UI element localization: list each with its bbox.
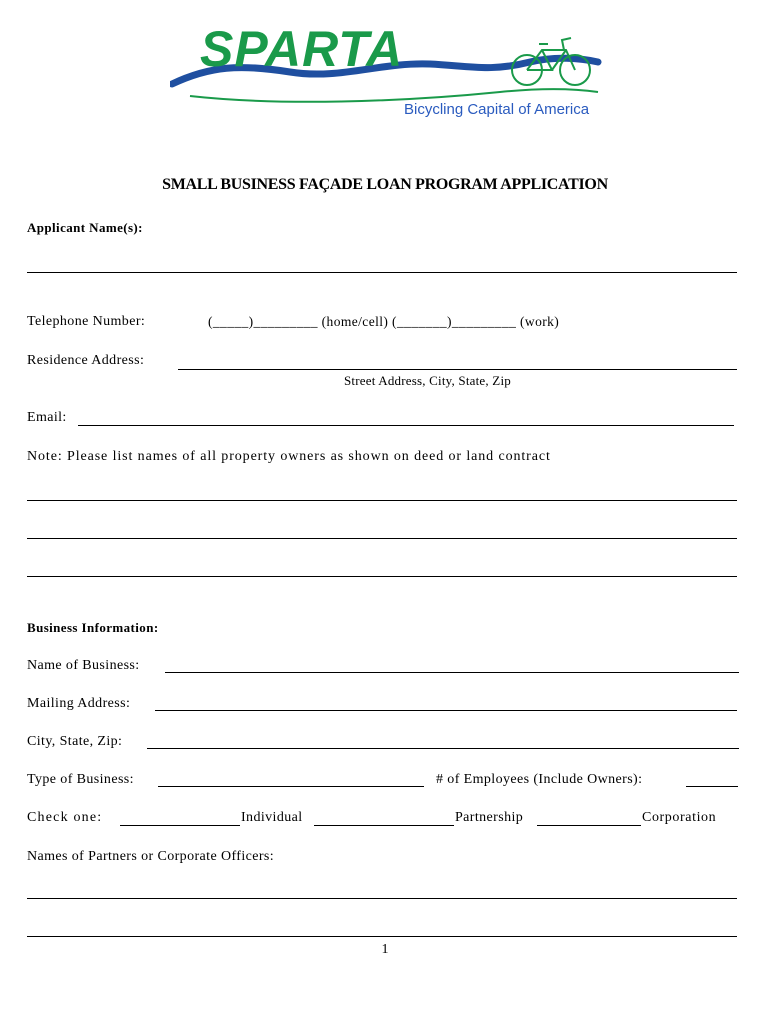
partners-label: Names of Partners or Corporate Officers: [27, 849, 275, 864]
applicant-name-label: Applicant Name(s): [27, 220, 143, 235]
page-title: SMALL BUSINESS FAÇADE LOAN PROGRAM APPLICATION [162, 176, 608, 193]
partners-line-2[interactable] [27, 936, 737, 937]
partners-line-1[interactable] [27, 898, 737, 899]
business-name-line[interactable] [165, 672, 739, 673]
city-state-zip-line[interactable] [147, 748, 739, 749]
applicant-name-line[interactable] [27, 272, 737, 273]
corporation-blank[interactable] [537, 825, 641, 826]
logo-tagline: Bicycling Capital of America [404, 101, 590, 118]
city-state-zip-label: City, State, Zip: [27, 734, 123, 749]
owner-line-2[interactable] [27, 538, 737, 539]
telephone-blanks[interactable]: (_____)_________ (home/cell) (_______)_________ (work) [208, 314, 560, 329]
email-label: Email: [27, 410, 67, 425]
email-line[interactable] [78, 425, 734, 426]
sparta-logo-graphic [170, 22, 605, 122]
owner-line-3[interactable] [27, 576, 737, 577]
business-type-label: Type of Business: [27, 772, 134, 787]
employees-label: # of Employees (Include Owners): [436, 772, 643, 787]
business-info-heading: Business Information: [27, 620, 159, 635]
residence-address-hint: Street Address, City, State, Zip [344, 373, 511, 388]
partnership-option: Partnership [455, 810, 524, 825]
mailing-address-line[interactable] [155, 710, 737, 711]
check-one-label: Check one: [27, 810, 103, 825]
business-name-label: Name of Business: [27, 658, 140, 673]
mailing-address-label: Mailing Address: [27, 696, 131, 711]
partnership-blank[interactable] [314, 825, 454, 826]
residence-address-label: Residence Address: [27, 353, 145, 368]
business-type-line[interactable] [158, 786, 424, 787]
individual-blank[interactable] [120, 825, 240, 826]
residence-address-line[interactable] [178, 369, 737, 370]
logo-wordmark: SPARTA [200, 22, 404, 77]
sparta-logo [170, 22, 605, 122]
page-number: 1 [381, 942, 389, 957]
employees-line[interactable] [686, 786, 738, 787]
owner-line-1[interactable] [27, 500, 737, 501]
owners-note: Note: Please list names of all property owners as shown on deed or land contract [27, 449, 551, 464]
telephone-label: Telephone Number: [27, 314, 146, 329]
corporation-option: Corporation [642, 810, 717, 825]
individual-option: Individual [241, 810, 303, 825]
